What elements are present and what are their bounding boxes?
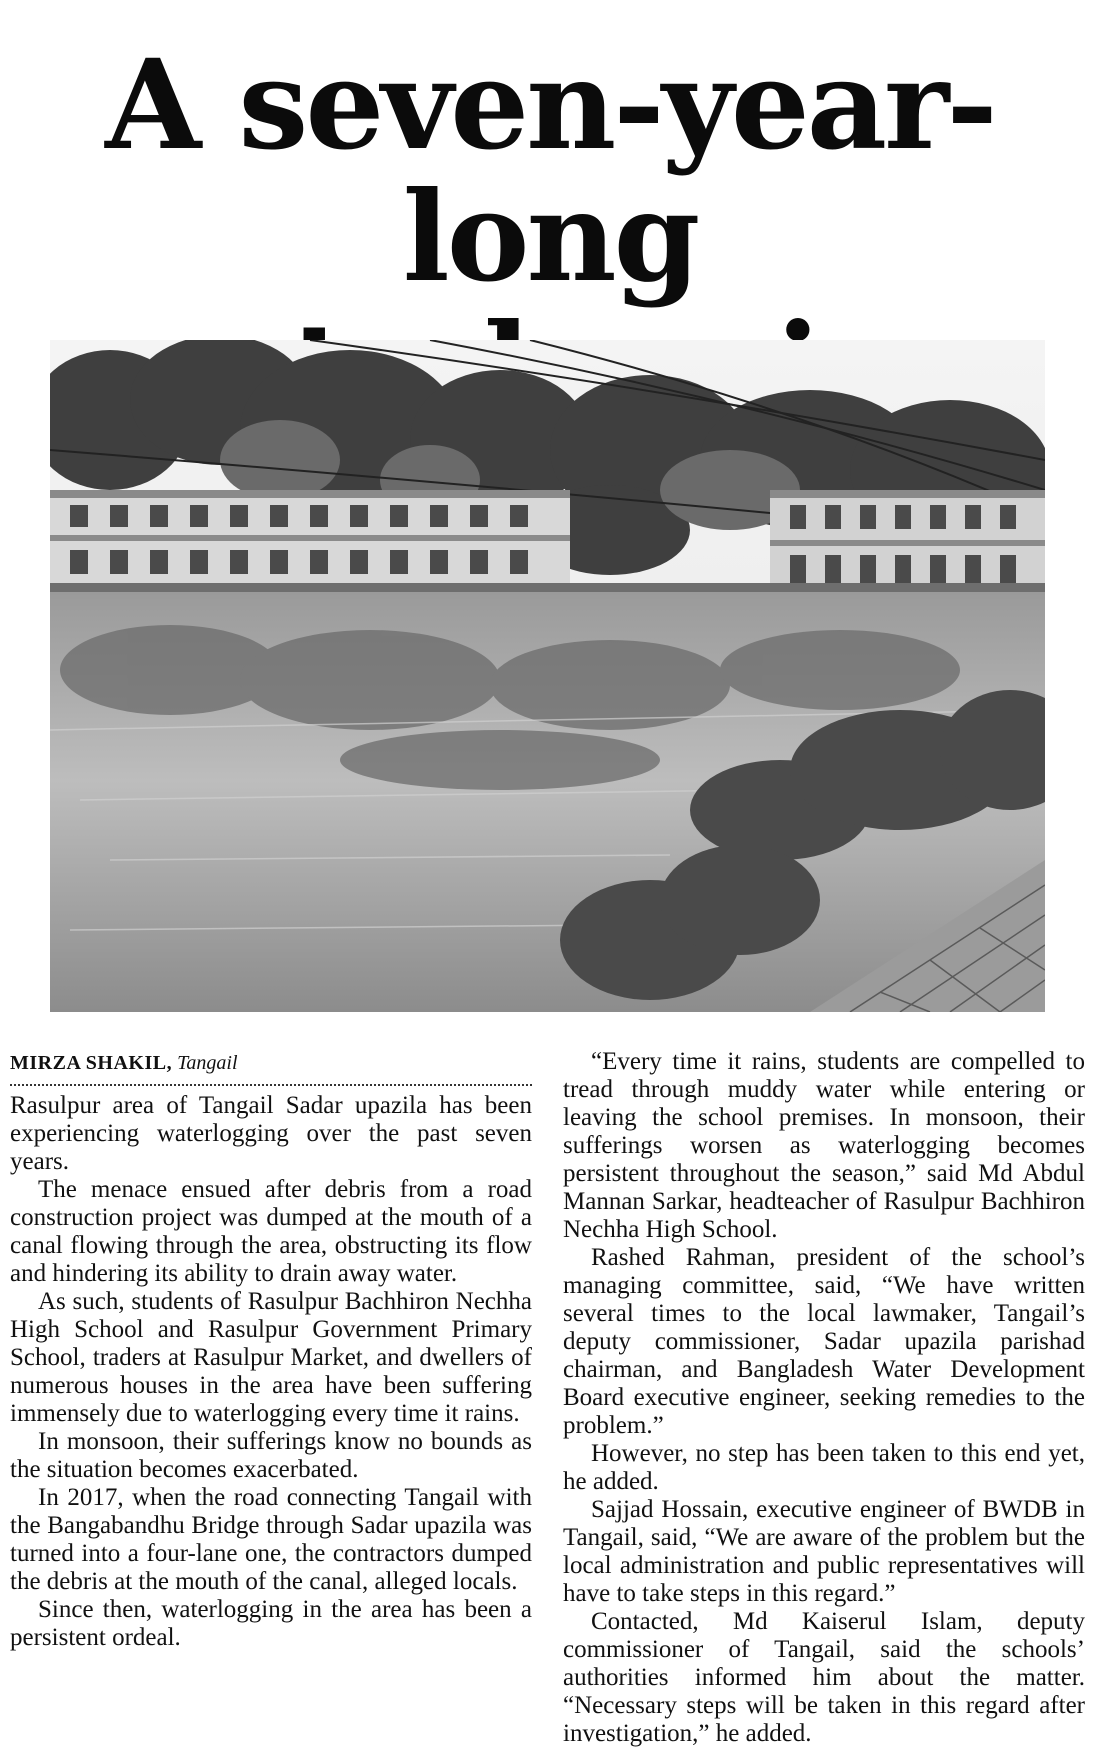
paragraph: In monsoon, their sufferings know no bounds as the situation becomes exacerbated.: [10, 1428, 532, 1483]
paragraph: Rasulpur area of Tangail Sadar upazila has been experiencing waterlogging over the past seven years.: [10, 1092, 532, 1175]
paragraph: Contacted, Md Kaiserul Islam, deputy commissioner of Tangail, said the schools’ authorities informed him about the matter. “Necessary steps will be taken in this regard after investigation,” he added.: [563, 1608, 1085, 1747]
paragraph: As such, students of Rasulpur Bachhiron Nechha High School and Rasulpur Government Primary School, traders at Rasulpur Market, and dwellers of numerous houses in the area have been suffering immensely due to waterlogging every time it rains.: [10, 1288, 532, 1427]
paragraph: However, no step has been taken to this end yet, he added.: [563, 1440, 1085, 1495]
school-building-left: [50, 490, 570, 585]
paragraph: “Every time it rains, students are compelled to tread through muddy water while entering or leaving the school premises. In monsoon, their sufferings worsen as waterlogging becomes persistent throughout the season,” said Md Abdul Mannan Sarkar, headteacher of Rasulpur Bachhiron Nechha High School.: [563, 1048, 1085, 1243]
photo-illustration: [50, 340, 1045, 1012]
paragraph: Rashed Rahman, president of the school’s managing committee, said, “We have written several times to the local lawmaker, Tangail’s deputy commissioner, Sadar upazila parishad chairman, and Bangladesh Water Development Board executive engineer, seeking remedies to the problem.”: [563, 1244, 1085, 1439]
byline-author: MIRZA SHAKIL,: [10, 1052, 173, 1074]
paragraph: In 2017, when the road connecting Tangail with the Bangabandhu Bridge through Sadar upazila was turned into a four-lane one, the contractors dumped the debris at the mouth of the canal, alleged locals.: [10, 1484, 532, 1595]
article-column-right: [563, 1048, 1085, 1748]
article-column-left: [10, 1050, 532, 1652]
article-photo-waterlogged-school-grounds: [50, 340, 1045, 1012]
paragraph: Since then, waterlogging in the area has been a persistent ordeal.: [10, 1596, 532, 1651]
headline-line-1: A seven-year-long: [105, 33, 995, 310]
byline: [10, 1050, 532, 1086]
paragraph: Sajjad Hossain, executive engineer of BWDB in Tangail, said, “We are aware of the problem but the local administration and public representatives will have to take steps in this regard.”: [563, 1496, 1085, 1607]
paragraph: The menace ensued after debris from a road construction project was dumped at the mouth of a canal flowing through the area, obstructing its flow and hindering its ability to drain away water.: [10, 1176, 532, 1287]
byline-location: Tangail: [177, 1052, 238, 1074]
